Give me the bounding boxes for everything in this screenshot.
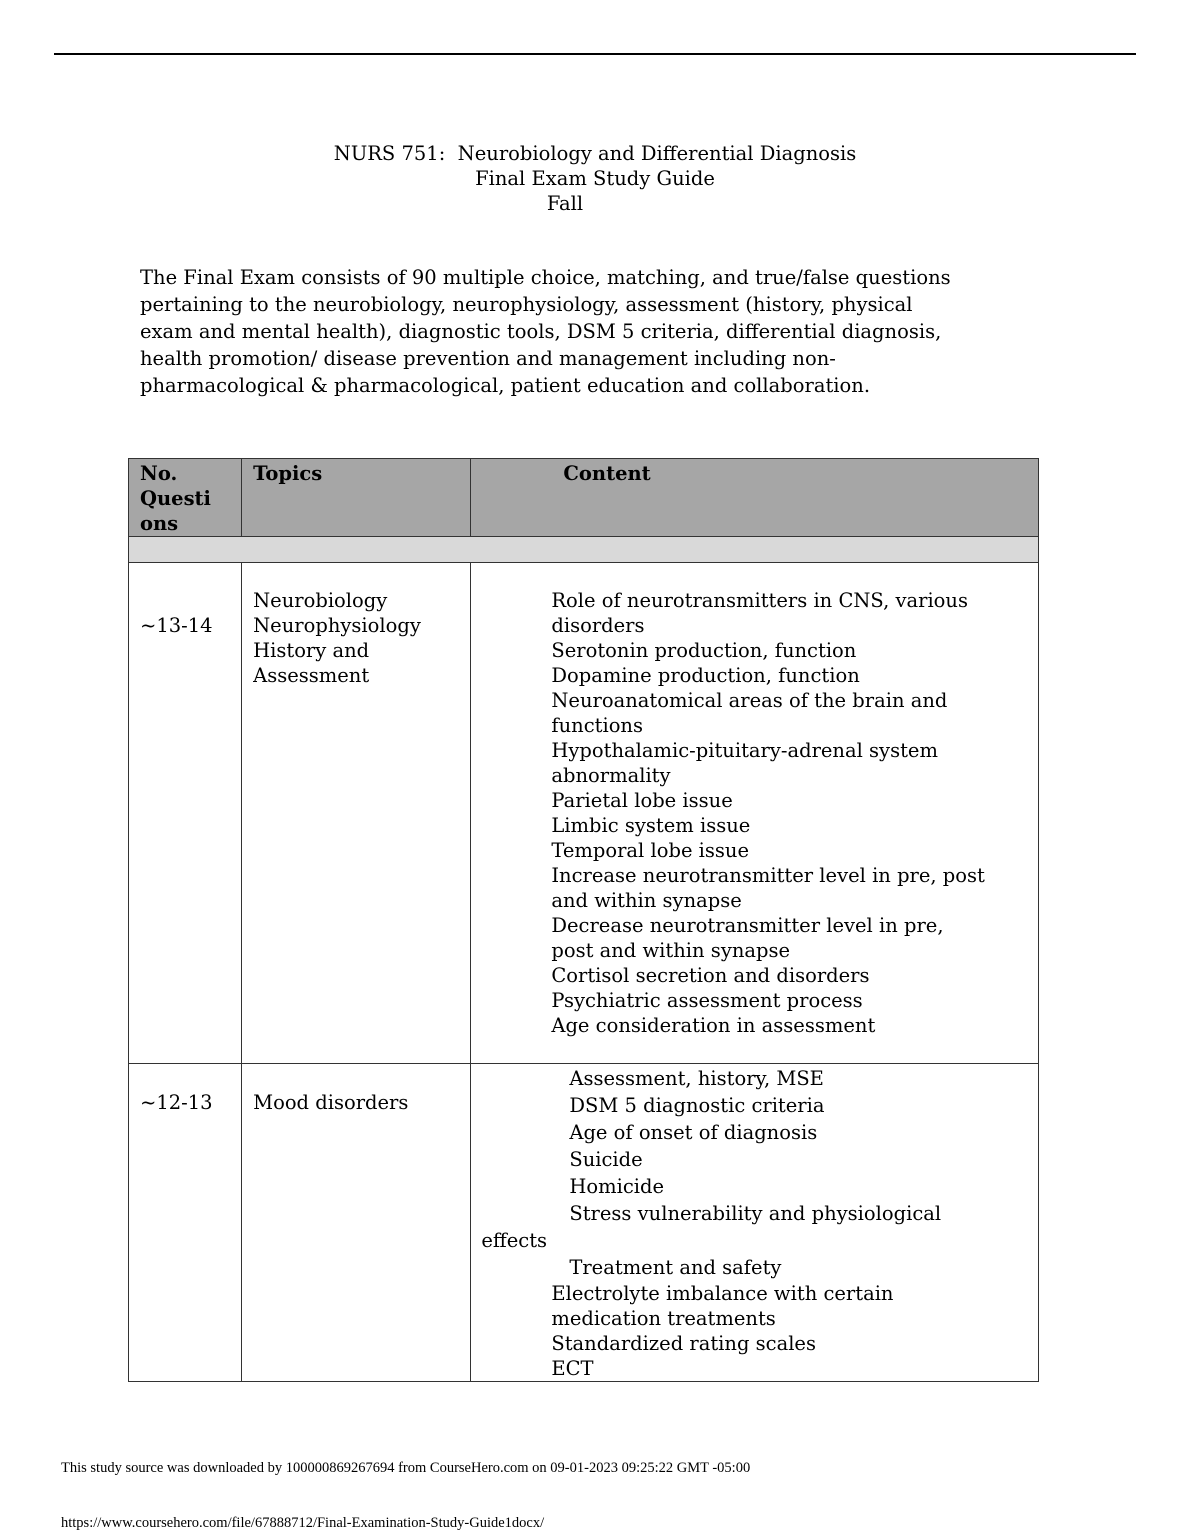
header-no-questions: No. Questi ons bbox=[129, 459, 242, 537]
content-line: abnormality bbox=[551, 764, 671, 787]
content-cell bbox=[471, 1064, 1039, 1382]
intro-line: health promotion/ disease prevention and management including non- bbox=[140, 347, 836, 370]
content-line: Stress vulnerability and physiological bbox=[569, 1202, 942, 1225]
content-line: Treatment and safety bbox=[569, 1256, 782, 1279]
topic-line: Neurobiology bbox=[253, 589, 388, 612]
content-line: Parietal lobe issue bbox=[551, 789, 733, 812]
course-title: NURS 751: Neurobiology and Differential Diagnosis bbox=[333, 142, 857, 165]
content-line: Age of onset of diagnosis bbox=[569, 1121, 818, 1144]
content-line: DSM 5 diagnostic criteria bbox=[569, 1094, 825, 1117]
table-spacer-row bbox=[129, 537, 1039, 563]
header-content: Content bbox=[471, 459, 1039, 537]
header-topics: Topics bbox=[242, 459, 471, 537]
content-line: Assessment, history, MSE bbox=[569, 1067, 824, 1090]
content-line: effects bbox=[481, 1229, 548, 1252]
intro-line: pertaining to the neurobiology, neurophysiology, assessment (history, physical bbox=[140, 293, 913, 316]
spacer-cell bbox=[129, 537, 1039, 563]
intro-line: The Final Exam consists of 90 multiple choice, matching, and true/false questions bbox=[140, 266, 951, 289]
content-line: Psychiatric assessment process bbox=[551, 989, 863, 1012]
content-line: ECT bbox=[551, 1357, 594, 1380]
top-horizontal-rule bbox=[54, 53, 1136, 55]
table-row bbox=[129, 1064, 1039, 1382]
content-line: Suicide bbox=[569, 1148, 643, 1171]
content-line: Decrease neurotransmitter level in pre, bbox=[551, 914, 944, 937]
content-line: Dopamine production, function bbox=[551, 664, 860, 687]
study-guide-table bbox=[128, 458, 1039, 1382]
content-line: disorders bbox=[551, 614, 645, 637]
document-title-block bbox=[0, 141, 1190, 216]
term-label: Fall bbox=[546, 192, 584, 215]
intro-line: pharmacological & pharmacological, patient education and collaboration. bbox=[140, 374, 871, 397]
content-line: Serotonin production, function bbox=[551, 639, 857, 662]
content-line: Neuroanatomical areas of the brain and bbox=[551, 689, 948, 712]
document-subtitle: Final Exam Study Guide bbox=[475, 167, 715, 190]
source-url[interactable]: https://www.coursehero.com/file/67888712/Final-Examination-Study-Guide1docx/ bbox=[61, 1515, 545, 1531]
content-line: Cortisol secretion and disorders bbox=[551, 964, 870, 987]
content-line: post and within synapse bbox=[551, 939, 791, 962]
topics-cell bbox=[242, 1064, 471, 1382]
content-cell bbox=[471, 563, 1039, 1064]
content-line: Temporal lobe issue bbox=[551, 839, 750, 862]
intro-paragraph bbox=[140, 264, 1040, 399]
table-header-row bbox=[129, 459, 1039, 537]
content-line: and within synapse bbox=[551, 889, 742, 912]
content-line: Increase neurotransmitter level in pre, post bbox=[551, 864, 985, 887]
topics-cell bbox=[242, 563, 471, 1064]
content-line: Standardized rating scales bbox=[551, 1332, 816, 1355]
topic-line: Mood disorders bbox=[253, 1091, 409, 1114]
question-count: ~13-14 bbox=[129, 563, 242, 1064]
content-line: Role of neurotransmitters in CNS, various bbox=[551, 589, 968, 612]
topic-line: Assessment bbox=[253, 664, 370, 687]
intro-line: exam and mental health), diagnostic tools, DSM 5 criteria, differential diagnosis, bbox=[140, 320, 942, 343]
question-count: ~12-13 bbox=[129, 1064, 242, 1382]
download-notice: This study source was downloaded by 100000869267694 from CourseHero.com on 09-01-2023 09:25:22 GMT -05:00 bbox=[61, 1460, 751, 1476]
topic-line: Neurophysiology bbox=[253, 614, 421, 637]
content-line: Hypothalamic-pituitary-adrenal system bbox=[551, 739, 938, 762]
content-line: medication treatments bbox=[551, 1307, 776, 1330]
content-line: functions bbox=[551, 714, 643, 737]
table-row bbox=[129, 563, 1039, 1064]
content-line: Age consideration in assessment bbox=[551, 1014, 876, 1037]
content-line: Electrolyte imbalance with certain bbox=[551, 1282, 894, 1305]
topic-line: History and bbox=[253, 639, 370, 662]
content-line: Limbic system issue bbox=[551, 814, 751, 837]
content-line: Homicide bbox=[569, 1175, 665, 1198]
